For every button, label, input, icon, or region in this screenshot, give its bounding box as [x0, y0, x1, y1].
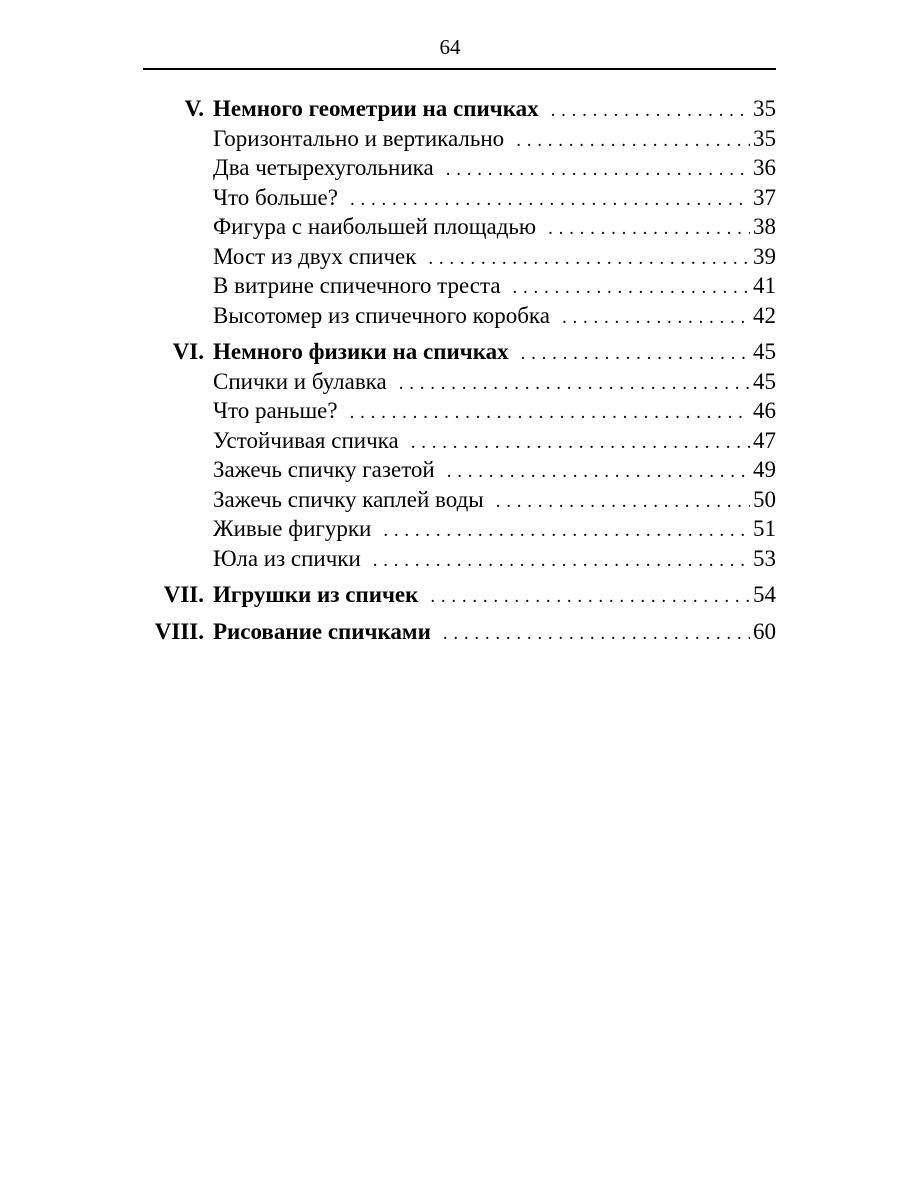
dot-leader: [431, 619, 750, 649]
toc-entry: [143, 212, 776, 242]
entry-title: Спички и булавка: [213, 368, 387, 394]
section-heading: [143, 337, 776, 367]
section-heading: [143, 617, 776, 647]
entry-page: 41: [753, 273, 776, 298]
toc-entry: [143, 271, 776, 301]
entry-title: Зажечь спичку газетой: [213, 457, 435, 482]
entry-page: 53: [753, 545, 776, 571]
toc-entry: [143, 544, 776, 574]
entry-page: 45: [753, 368, 776, 394]
section-heading: [143, 580, 776, 610]
entry-title: Горизонтально и вертикально: [213, 125, 505, 151]
entry-title: В витрине спичечного треста: [213, 273, 501, 298]
toc-entry: [143, 153, 776, 183]
toc-section: [143, 337, 776, 573]
entry-page: 38: [753, 214, 776, 239]
dot-leader: [550, 303, 750, 333]
entry-page: 47: [753, 427, 776, 453]
entry-title: Что раньше?: [213, 398, 338, 423]
header-rule: [143, 68, 776, 70]
toc-entry: [143, 455, 776, 485]
toc-entry: [143, 183, 776, 213]
section-page: 60: [753, 618, 776, 644]
section-title: Немного геометрии на спичках: [213, 96, 539, 121]
table-of-contents: [143, 94, 776, 653]
dot-leader: [361, 546, 750, 576]
toc-entry: [143, 514, 776, 544]
toc-entry: [143, 485, 776, 515]
entry-title: Высотомер из спичечного коробка: [213, 302, 550, 328]
dot-leader: [399, 428, 750, 458]
section-numeral: V.: [184, 96, 204, 121]
entry-title: Юла из спички: [213, 545, 361, 571]
section-page: 54: [753, 582, 776, 607]
dot-leader: [504, 126, 750, 156]
entry-page: 36: [753, 155, 776, 180]
section-page: 35: [753, 96, 776, 121]
section-heading: [143, 94, 776, 124]
toc-entry: [143, 301, 776, 331]
section-numeral: VI.: [172, 339, 204, 364]
dot-leader: [338, 185, 750, 215]
toc-section: [143, 617, 776, 647]
entry-title: Живые фигурки: [213, 516, 372, 541]
dot-leader: [539, 96, 750, 126]
entry-page: 35: [753, 125, 776, 151]
entry-title: Фигура с наибольшей площадью: [213, 214, 537, 239]
section-numeral: VIII.: [154, 618, 204, 644]
dot-leader: [338, 398, 750, 428]
entry-title: Устойчивая спичка: [213, 427, 399, 453]
entry-title: Зажечь спичку каплей воды: [213, 486, 484, 512]
entry-title: Что больше?: [213, 184, 338, 210]
section-page: 45: [753, 339, 776, 364]
toc-entry: [143, 367, 776, 397]
section-title: Немного физики на спичках: [213, 339, 509, 364]
section-title: Рисование спичками: [213, 618, 431, 644]
dot-leader: [509, 339, 750, 369]
entry-page: 42: [753, 302, 776, 328]
entry-page: 49: [753, 457, 776, 482]
toc-entry: [143, 242, 776, 272]
dot-leader: [434, 155, 750, 185]
entry-page: 39: [753, 243, 776, 269]
entry-title: Мост из двух спичек: [213, 243, 417, 269]
toc-section: [143, 580, 776, 610]
entry-page: 46: [753, 398, 776, 423]
dot-leader: [371, 516, 750, 546]
toc-entry: [143, 396, 776, 426]
dot-leader: [387, 369, 750, 399]
section-title: Игрушки из спичек: [213, 582, 419, 607]
dot-leader: [435, 457, 750, 487]
dot-leader: [484, 487, 750, 517]
dot-leader: [536, 214, 750, 244]
dot-leader: [501, 273, 750, 303]
page-number: 64: [439, 35, 461, 59]
dot-leader: [416, 244, 750, 274]
toc-entry: [143, 426, 776, 456]
entry-title: Два четырехугольника: [213, 155, 434, 180]
entry-page: 37: [753, 184, 776, 210]
toc-section: [143, 94, 776, 330]
toc-entry: [143, 124, 776, 154]
dot-leader: [418, 582, 750, 612]
section-numeral: VII.: [163, 582, 204, 607]
entry-page: 51: [753, 516, 776, 541]
entry-page: 50: [753, 486, 776, 512]
